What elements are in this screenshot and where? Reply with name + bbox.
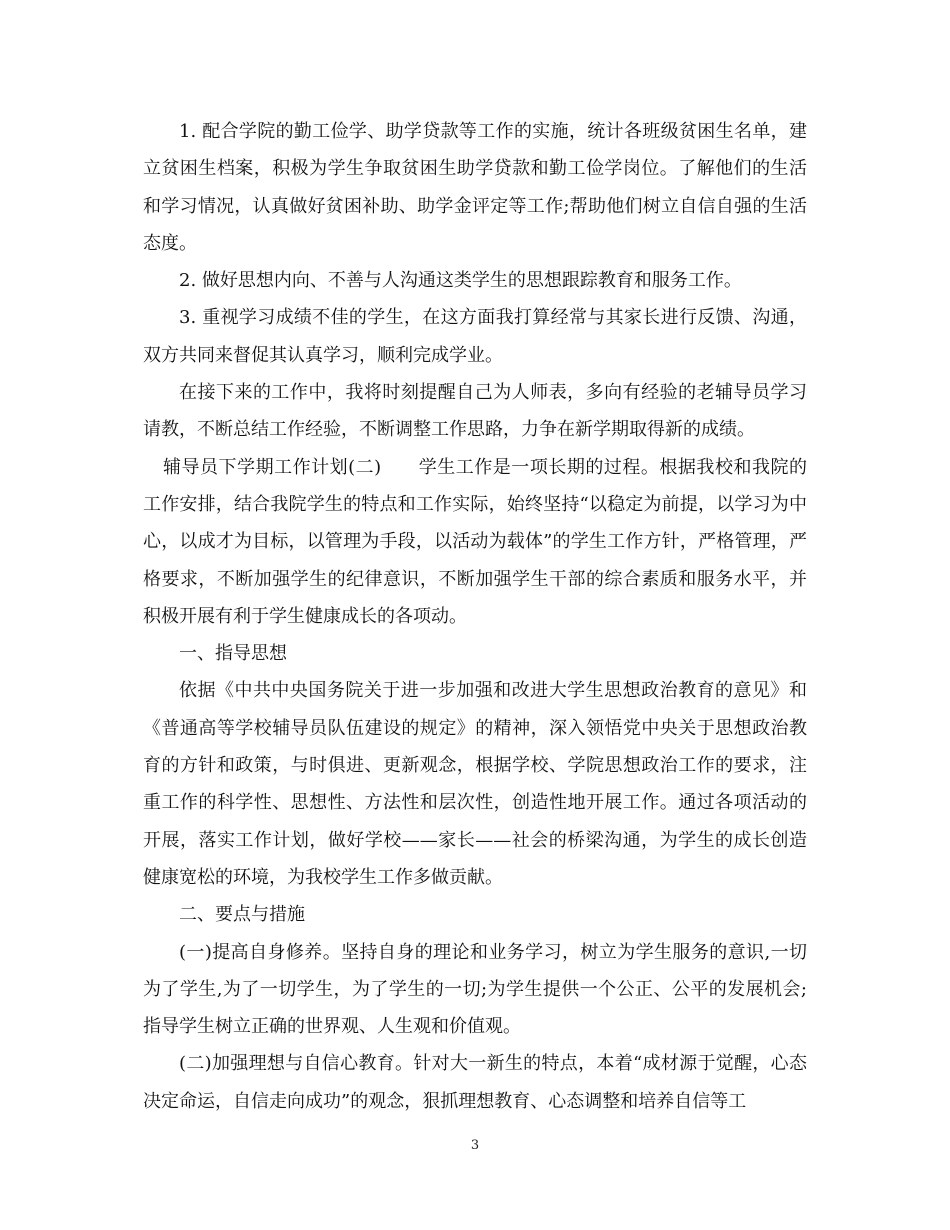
section-heading-key-points: 二、要点与措施 <box>179 904 305 926</box>
paragraph-work-study: 1. 配合学院的勤工俭学、助学贷款等工作的实施，统计各班级贫困生名单，建立贫困生档案，积极为学生争取贫困生助学贷款和勤工俭学岗位。了解他们的生活和学习情况，认真做好贫困补助、助学金评定等工作;帮助他们树立自信自强的生活态度。 <box>143 121 807 254</box>
page-number: 3 <box>470 1138 480 1153</box>
paragraph-next-steps: 在接下来的工作中，我将时刻提醒自己为人师表，多向有经验的老辅导员学习请教，不断总结工作经验，不断调整工作思路，力争在新学期取得新的成绩。 <box>143 382 807 441</box>
paragraph-introverted-students: 2. 做好思想内向、不善与人沟通这类学生的思想跟踪教育和服务工作。 <box>179 270 742 292</box>
document-body <box>143 113 807 1120</box>
paragraph-plan-two-intro: 辅导员下学期工作计划(二) 学生工作是一项长期的过程。根据我校和我院的工作安排，结合我院学生的特点和工作实际，始终坚持“以稳定为前提，以学习为中心，以成才为目标，以管理为手段，以活动为载体”的学生工作方针，严格管理，严格要求，不断加强学生的纪律意识，不断加强学生干部的综合素质和服务水平，并积极开展有利于学生健康成长的各项动。 <box>143 456 807 627</box>
section-heading-guiding-ideology: 一、指导思想 <box>179 643 287 665</box>
paragraph-self-cultivation: (一)提高自身修养。坚持自身的理论和业务学习，树立为学生服务的意识,一切为了学生,为了一切学生，为了学生的一切;为学生提供一个公正、公平的发展机会;指导学生树立正确的世界观、人生观和价值观。 <box>143 941 807 1038</box>
paragraph-guiding-ideology: 依据《中共中央国务院关于进一步加强和改进大学生思想政治教育的意见》和《普通高等学校辅导员队伍建设的规定》的精神，深入领悟党中央关于思想政治教育的方针和政策，与时俱进、更新观念，根据学校、学院思想政治工作的要求，注重工作的科学性、思想性、方法性和层次性，创造性地开展工作。通过各项活动的开展，落实工作计划，做好学校——家长——社会的桥梁沟通，为学生的成长创造健康宽松的环境，为我校学生工作多做贡献。 <box>143 680 807 888</box>
paragraph-academic-performance: 3. 重视学习成绩不佳的学生，在这方面我打算经常与其家长进行反馈、沟通，双方共同来督促其认真学习，顺利完成学业。 <box>143 307 807 366</box>
paragraph-ideals-confidence: (二)加强理想与自信心教育。针对大一新生的特点，本着“成材源于觉醒，心态决定命运，自信走向成功”的观念，狠抓理想教育、心态调整和培养自信等工 <box>143 1053 807 1112</box>
